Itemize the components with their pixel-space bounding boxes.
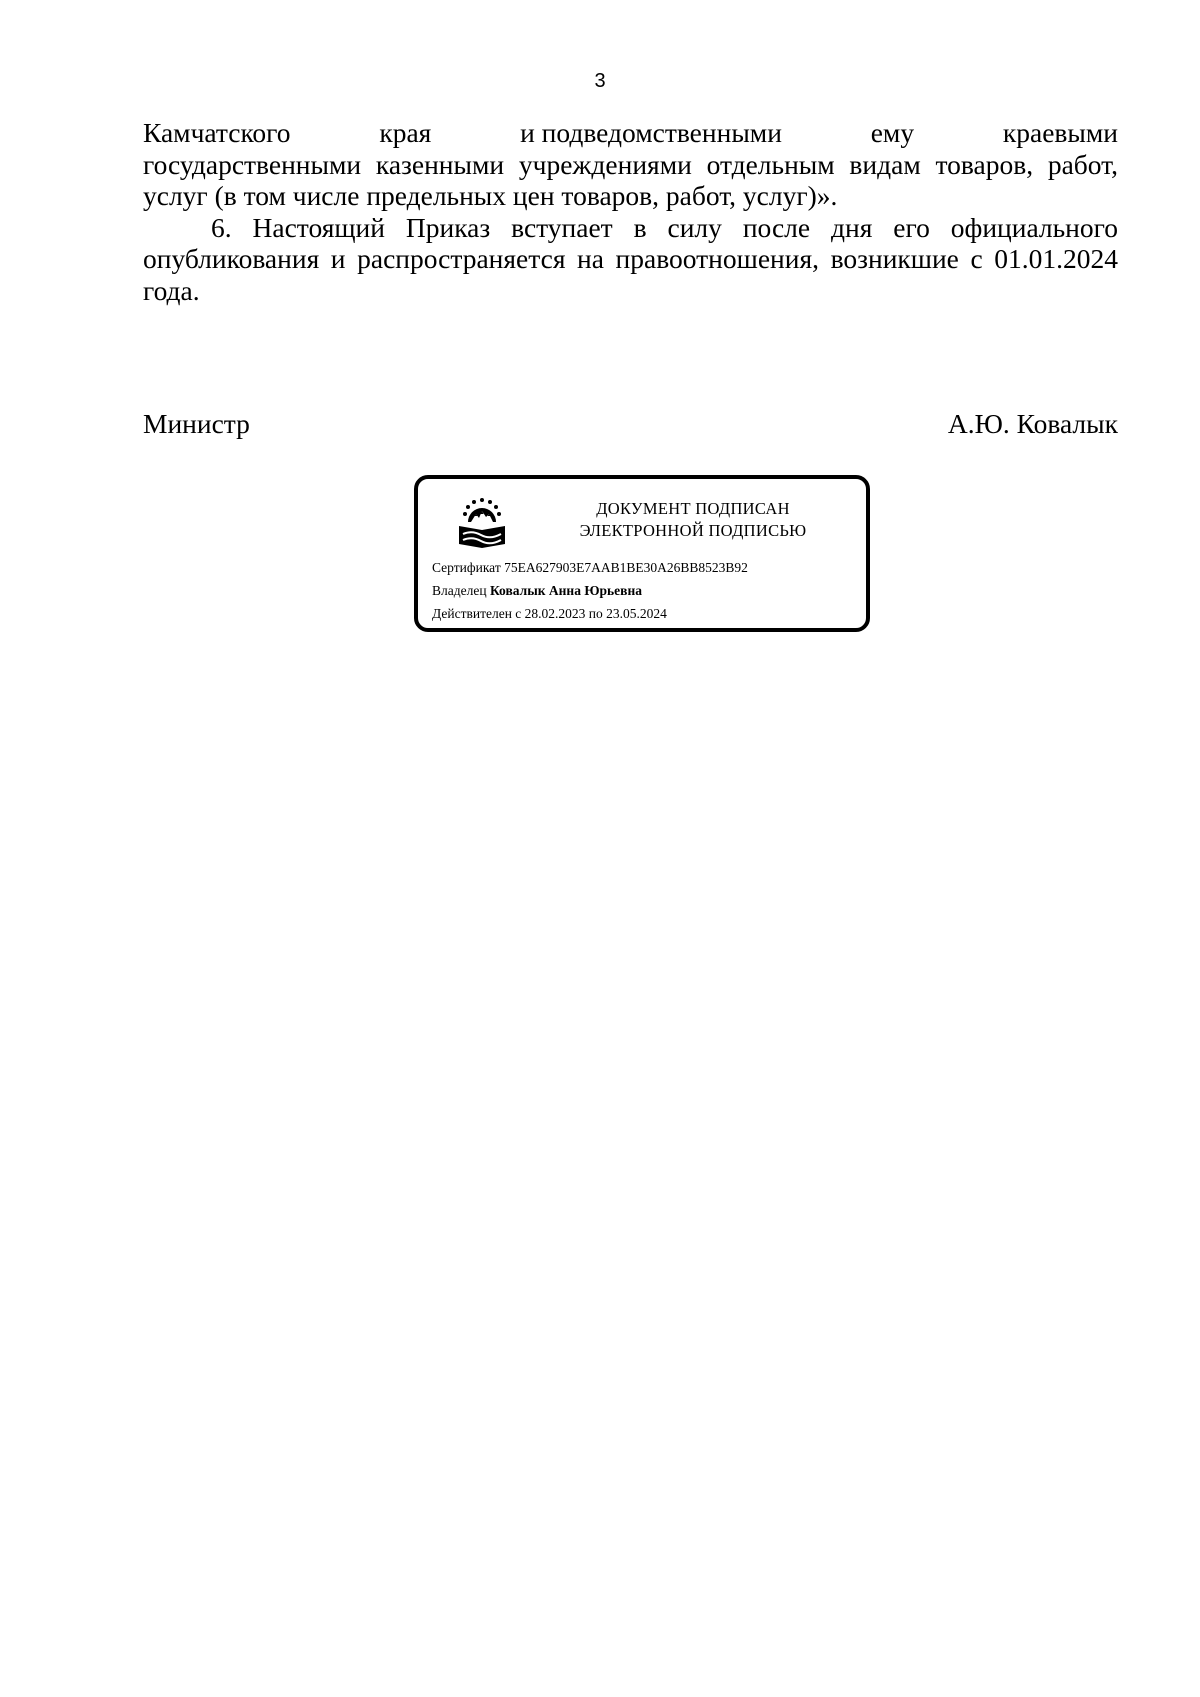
document-body — [143, 117, 1118, 306]
certificate-line — [432, 560, 748, 576]
stamp-heading — [528, 498, 858, 542]
certificate-label: Сертификат — [432, 560, 501, 575]
signatory-name: А.Ю. Ковалык — [947, 408, 1118, 439]
paragraph-1-continuation: государственными казенными учреждениями отдельным видам товаров, работ, услуг (в том числе предельных цен товаров, работ, услуг)». — [143, 148, 1118, 211]
page-number: 3 — [594, 70, 606, 92]
electronic-signature-stamp — [414, 475, 870, 632]
kamchatka-emblem-icon — [455, 496, 509, 548]
validity-line — [432, 606, 667, 622]
word: ему — [870, 117, 915, 148]
owner-label: Владелец — [432, 583, 487, 598]
word: краевыми — [1002, 117, 1118, 148]
paragraph-6: 6. Настоящий Приказ вступает в силу после дня его официального опубликования и распространяется на правоотношения, возникшие с 01.01.2024 года. — [143, 211, 1118, 306]
signatory-position: Министр — [143, 408, 250, 439]
owner-line — [432, 583, 642, 599]
stamp-heading-line-2: ЭЛЕКТРОННОЙ ПОДПИСЬЮ — [579, 521, 807, 540]
word: и подведомственными — [520, 117, 782, 148]
owner-value: Ковалык Анна Юрьевна — [489, 583, 642, 598]
word: края — [379, 117, 432, 148]
certificate-value: 75EA627903E7AAB1BE30A26BB8523B92 — [504, 560, 748, 575]
valid-from: 28.02.2023 — [524, 606, 586, 621]
valid-to: 23.05.2024 — [606, 606, 667, 621]
valid-to-label: по — [588, 606, 603, 621]
word: Камчатского — [143, 117, 291, 148]
paragraph-1-first-line — [143, 117, 1118, 149]
valid-label: Действителен с — [432, 606, 522, 621]
stamp-heading-line-1: ДОКУМЕНТ ПОДПИСАН — [596, 499, 790, 518]
